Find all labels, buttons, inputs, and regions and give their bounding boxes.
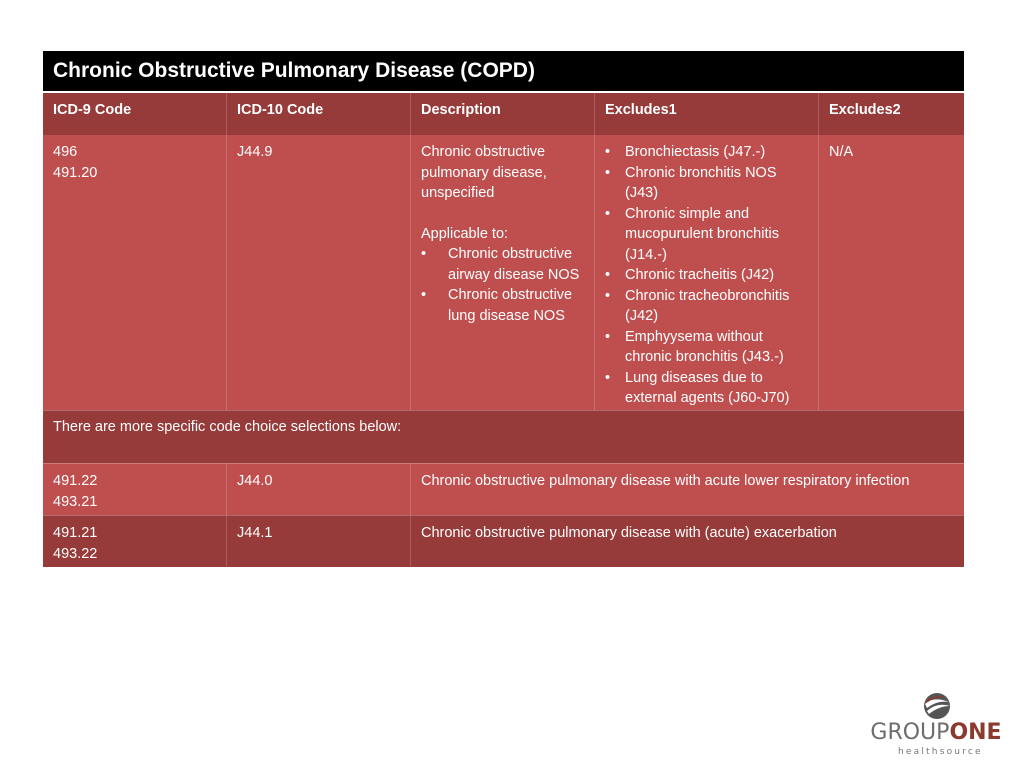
cell-description: Chronic obstructive pulmonary disease with acute lower respiratory infection bbox=[421, 473, 910, 489]
list-item: • Chronic tracheobronchitis (J42) bbox=[605, 287, 790, 324]
table-row-main bbox=[43, 135, 964, 410]
header-excludes2: Excludes2 bbox=[829, 102, 901, 118]
list-item: • Bronchiectasis (J47.-) bbox=[605, 142, 808, 163]
bullet-icon: • bbox=[421, 287, 427, 303]
list-item: • Chronic bronchitis NOS (J43) bbox=[605, 164, 777, 201]
list-item: • Chronic obstructive airway disease NOS bbox=[421, 246, 580, 283]
list-item: • Lung diseases due to external agents (J60-J70) bbox=[605, 369, 790, 406]
list-item: • Chronic simple and mucopurulent bronchitis (J14.-) bbox=[605, 205, 779, 263]
cell-icd9 bbox=[43, 516, 227, 567]
cell-icd9-main bbox=[43, 135, 227, 410]
list-item: • Chronic obstructive lung disease NOS bbox=[421, 287, 573, 324]
header-excludes1: Excludes1 bbox=[595, 93, 819, 135]
bullet-icon: • bbox=[605, 287, 611, 304]
icd9-code: 493.21 bbox=[53, 493, 98, 510]
cell-excludes1-main bbox=[595, 135, 819, 410]
group-one-logo bbox=[856, 692, 1016, 758]
bullet-icon: • bbox=[421, 246, 427, 262]
table-row bbox=[43, 463, 964, 515]
icd9-code: 493.22 bbox=[53, 545, 98, 562]
bullet-icon: • bbox=[605, 267, 611, 283]
cell-description: Chronic obstructive pulmonary disease with (acute) exacerbation bbox=[421, 525, 837, 541]
note-text: There are more specific code choice selections below: bbox=[53, 419, 402, 435]
header-icd9: ICD-9 Code bbox=[43, 93, 227, 135]
logo-tagline: healthsource bbox=[898, 747, 983, 757]
group-one-emblem-icon bbox=[923, 692, 951, 720]
logo-wordmark: GROUPONE bbox=[870, 720, 1002, 745]
list-item: • Emphyysema without chronic bronchitis (J43.-) bbox=[605, 328, 784, 365]
list-item: • Chronic tracheitis (J42) bbox=[605, 265, 808, 286]
table-header-row bbox=[43, 91, 964, 135]
header-icd10: ICD-10 Code bbox=[227, 93, 411, 135]
bullet-icon: • bbox=[605, 144, 611, 160]
cell-icd9 bbox=[43, 464, 227, 515]
icd9-code: 491.21 bbox=[53, 525, 98, 541]
header-description: Description bbox=[411, 93, 595, 135]
description-text: Chronic obstructive pulmonary disease, unspecified bbox=[421, 144, 547, 201]
icd9-code: 496 bbox=[53, 144, 78, 160]
applicable-label: Applicable to: bbox=[421, 225, 509, 242]
icd9-code: 491.22 bbox=[53, 473, 98, 489]
cell-excludes2-main: N/A bbox=[829, 144, 854, 160]
excludes1-list bbox=[605, 142, 808, 409]
icd9-code: 491.20 bbox=[53, 164, 98, 181]
bullet-icon: • bbox=[605, 164, 611, 181]
bullet-icon: • bbox=[605, 328, 611, 345]
cell-icd10: J44.1 bbox=[227, 516, 411, 567]
applicable-list bbox=[421, 244, 584, 326]
copd-code-table bbox=[43, 51, 964, 567]
bullet-icon: • bbox=[605, 205, 611, 222]
table-note-row bbox=[43, 410, 964, 463]
cell-description-main bbox=[411, 135, 595, 410]
cell-icd10: J44.0 bbox=[227, 464, 411, 515]
bullet-icon: • bbox=[605, 369, 611, 386]
table-title: Chronic Obstructive Pulmonary Disease (COPD) bbox=[43, 51, 964, 91]
cell-icd10-main: J44.9 bbox=[227, 135, 411, 410]
table-row bbox=[43, 515, 964, 567]
